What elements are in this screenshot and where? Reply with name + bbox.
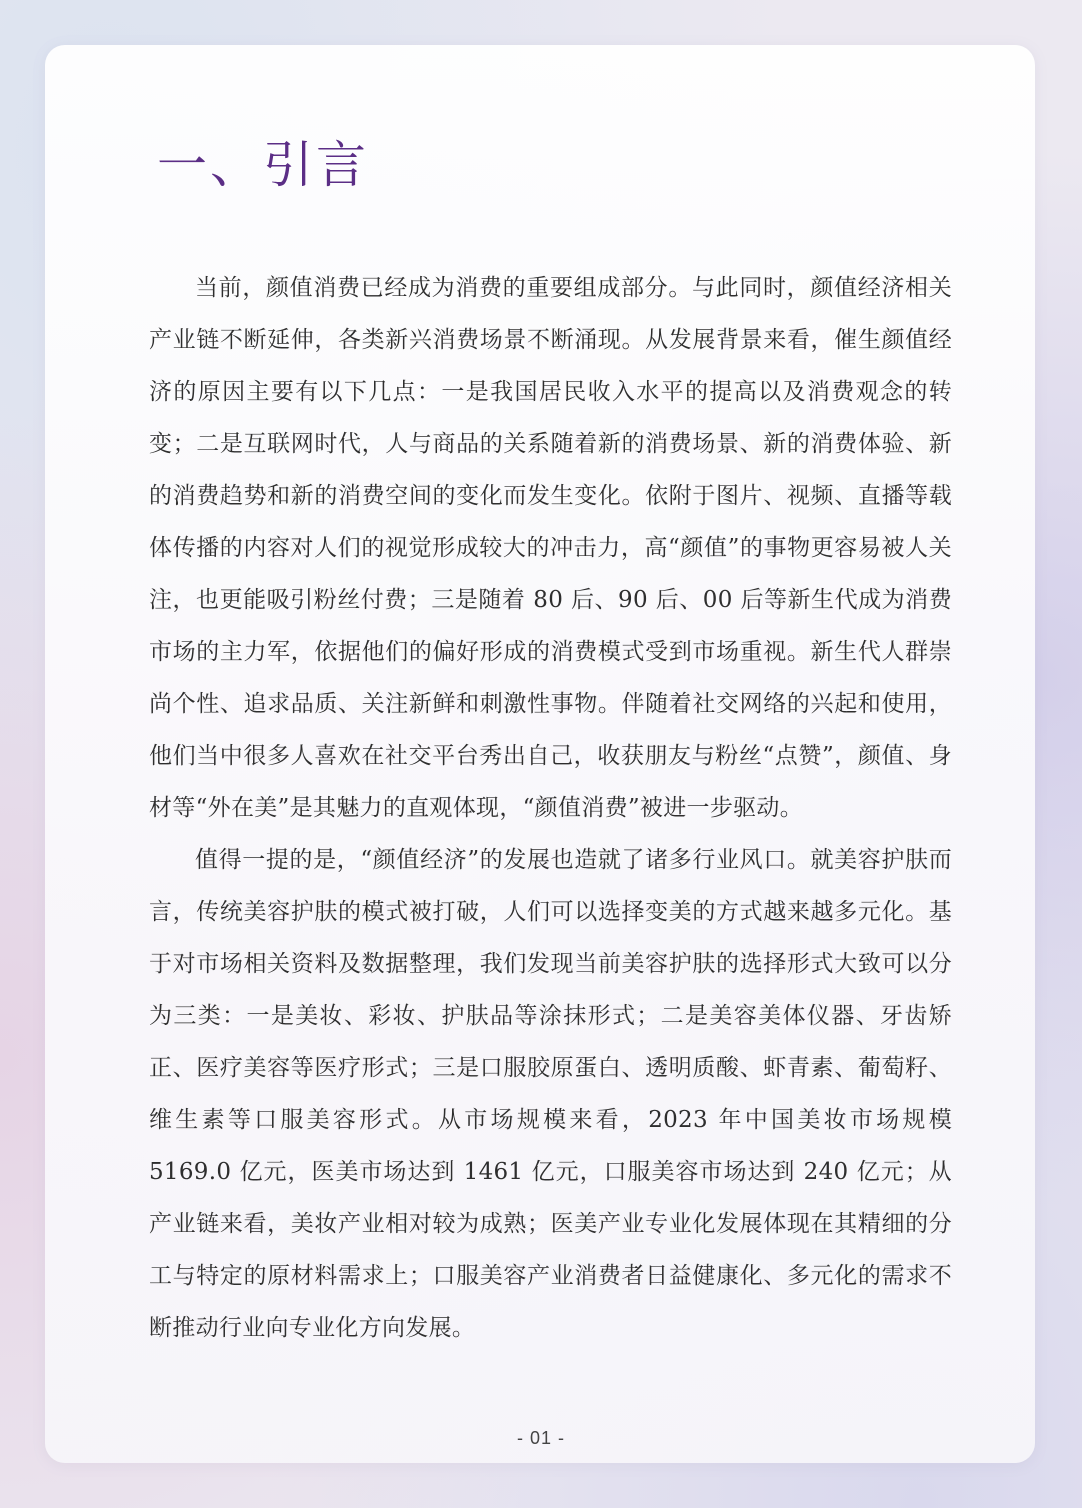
section-title: 一、引言 [157,136,369,194]
paragraph-intro: 当前，颜值消费已经成为消费的重要组成部分。与此同时，颜值经济相关产业链不断延伸，各类新兴消费场景不断涌现。从发展背景来看，催生颜值经济的原因主要有以下几点：一是我国居民收入水平的提高以及消费观念的转变；二是互联网时代，人与商品的关系随着新的消费场景、新的消费体验、新的消费趋势和新的消费空间的变化而发生变化。依附于图片、视频、直播等载体传播的内容对人们的视觉形成较大的冲击力，高“颜值”的事物更容易被人关注，也更能吸引粉丝付费；三是随着 80 后、90 后、00 后等新生代成为消费市场的主力军，依据他们的偏好形成的消费模式受到市场重视。新生代人群崇尚个性、追求品质、关注新鲜和刺激性事物。伴随着社交网络的兴起和使用，他们当中很多人喜欢在社交平台秀出自己，收获朋友与粉丝“点赞”，颜值、身材等“外在美”是其魅力的直观体现，“颜值消费”被进一步驱动。 [149,275,952,821]
body-text [149,262,952,1354]
page-number: - 01 - [516,1428,565,1448]
paragraph-beauty-economy: 值得一提的是，“颜值经济”的发展也造就了诸多行业风口。就美容护肤而言，传统美容护肤的模式被打破，人们可以选择变美的方式越来越多元化。基于对市场相关资料及数据整理，我们发现当前美容护肤的选择形式大致可以分为三类：一是美妆、彩妆、护肤品等涂抹形式；二是美容美体仪器、牙齿矫正、医疗美容等医疗形式；三是口服胶原蛋白、透明质酸、虾青素、葡萄籽、维生素等口服美容形式。从市场规模来看，2023 年中国美妆市场规模 5169.0 亿元，医美市场达到 1461 亿元，口服美容市场达到 240 亿元；从产业链来看，美妆产业相对较为成熟；医美产业专业化发展体现在其精细的分工与特定的原材料需求上；口服美容产业消费者日益健康化、多元化的需求不断推动行业向专业化方向发展。 [149,847,952,1341]
